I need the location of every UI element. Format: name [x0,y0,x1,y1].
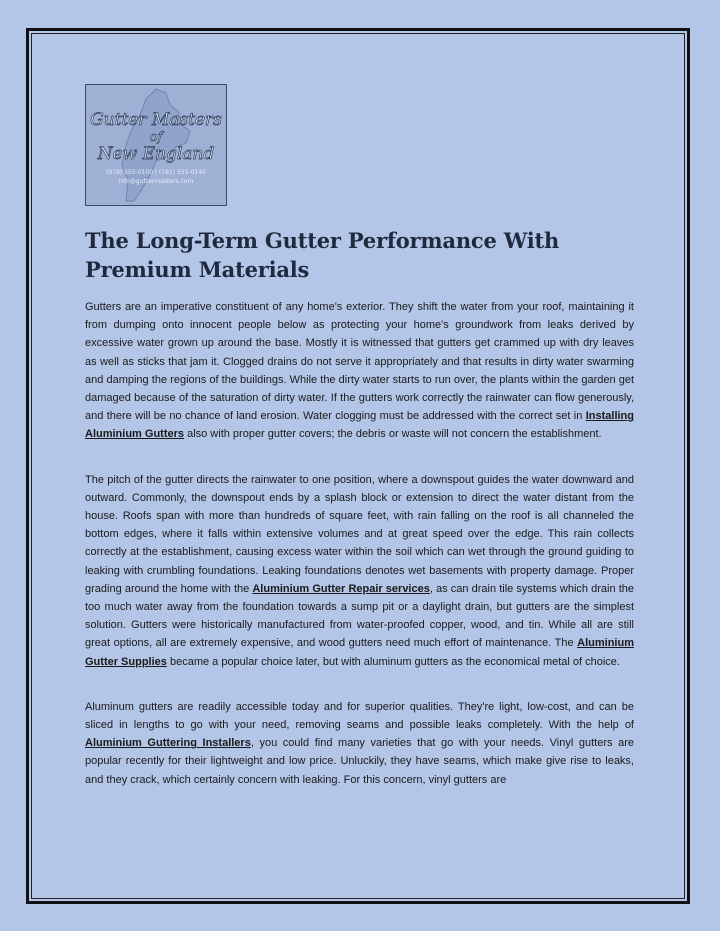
paragraph-1 [85,298,634,444]
page-title: The Long-Term Gutter Performance With Premium Materials [85,228,560,282]
company-logo [85,84,227,206]
paragraph-3 [85,698,634,789]
logo-line2: of [149,130,163,145]
paragraph-3-text-a: Aluminum gutters are readily accessible today and for superior qualities. They're light, low-cost, and can be sliced in lengths to go with your need, removing seams and possible leaks completely. With the help of [85,700,634,732]
aluminium-gutter-repair-services-link[interactable]: Aluminium Gutter Repair services [252,582,430,595]
paragraph-2-text-a: The pitch of the gutter directs the rainwater to one position, where a downspout guides the water downward and outward. Commonly, the downspout ends by a splash block or extension to direct the water distant from the house. Roofs span with more than hundreds of square feet, with rain falling on the roof is all channeled the bottom edges, where it falls within extensive volumes and at great speed over the edge. This rain collects correctly at the establishment, causing excess water within the soil which can wet through the ground guiding to leaking with crumbling foundations. Leaking foundations denotes wet basements with property damage. Proper grading around the home with the [85,473,634,595]
aluminium-guttering-installers-link[interactable]: Aluminium Guttering Installers [85,737,251,750]
article-body [85,298,634,816]
logo-email: info@guttermasters.com [118,178,194,185]
logo-phone: (978) 555-0100 | (781) 555-0140 [106,169,206,176]
logo-line1: Gutter Masters [90,110,222,130]
paragraph-2-text-c: became a popular choice later, but with aluminum gutters as the economical metal of choice. [166,655,620,668]
paragraph-1-text-a: Gutters are an imperative constituent of any home's exterior. They shift the water from your roof, maintaining it from dumping onto innocent people below as protecting your home's groundwork from leaks derived by excessive water grown up around the base. Mostly it is witnessed that gutters get crammed up with dry leaves as well as sticks that jam it. Clogged drains do not serve it appropriately and that results in dirty water swarming and damping the regions of the buildings. While the dirty water starts to run over, the plants within the garden get damaged because of the saturation of dirty water. If the gutters work correctly the rainwater can flow generously, and there will be no chance of land erosion. Water clogging must be addressed with the correct set in [85,301,634,423]
logo-graphic [86,85,226,205]
paragraph-2 [85,471,634,671]
paragraph-1-text-b: also with proper gutter covers; the debris or waste will not concern the establishment. [184,428,602,441]
logo-line3: New England [97,144,215,164]
paragraph-2-text-b: , as can drain tile systems which drain the too much water away from the foundation towards a sump pit or a daylight drain, but gutters are the simplest solution. Gutters were historically manufactured from water-proofed copper, wood, and tin. While all are still great options, all are extremely expensive, and wood gutters need much effort of maintenance. The [85,582,635,650]
aluminium-gutter-supplies-link[interactable]: Aluminium Gutter Supplies [85,637,634,668]
paragraph-3-text-b: , you could find many varieties that go with your needs. Vinyl gutters are popular recently for their lightweight and low price. Unluckily, they have seams, which make give rise to leaks, and they crack, which certainly concern with leaking. For this concern, vinyl gutters are [85,737,634,786]
installing-aluminium-gutters-link[interactable]: Installing Aluminium Gutters [85,410,634,441]
